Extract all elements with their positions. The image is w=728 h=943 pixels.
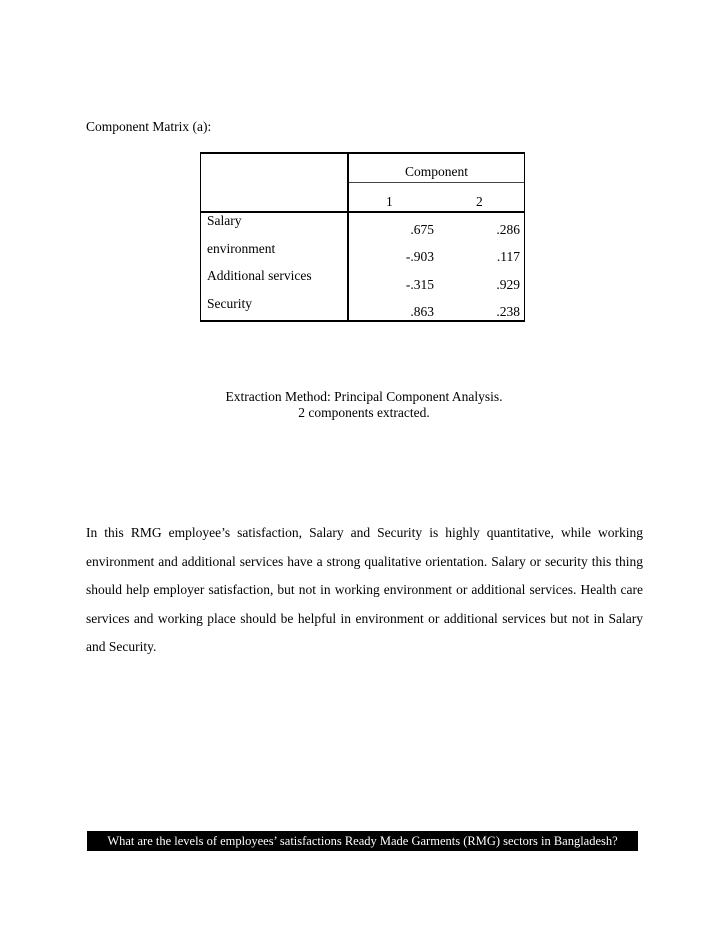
footer-banner: What are the levels of employees’ satisfactions Ready Made Garments (RMG) sectors in Bangladesh?: [87, 831, 638, 851]
component-header: Component: [405, 164, 468, 179]
value-security-c2: .238: [496, 304, 520, 319]
extraction-method-note: Extraction Method: Principal Component Analysis.: [225, 389, 503, 404]
value-additional-services-c2: .929: [496, 277, 520, 292]
value-salary-c2: .286: [496, 222, 520, 237]
header-divider: [349, 182, 524, 183]
value-environment-c1: -.903: [405, 249, 434, 264]
row-label-additional-services: Additional services: [207, 268, 312, 283]
row-label-security: Security: [207, 296, 252, 311]
table-caption: Component Matrix (a):: [86, 119, 212, 134]
header-bottom-rule: [201, 211, 524, 213]
column-header-1: 1: [386, 194, 393, 209]
column-header-2: 2: [476, 194, 483, 209]
body-paragraph: In this RMG employee’s satisfaction, Salary and Security is highly quantitative, while working environment and additional services have a strong qualitative orientation. Salary or security this thing should help employer satisfaction, but not in working environment or additional services. Health care services and working place should be helpful in environment or additional services but not in Salary and Security.: [86, 525, 643, 654]
row-label-environment: environment: [207, 241, 276, 256]
row-label-salary: Salary: [207, 213, 242, 228]
value-environment-c2: .117: [496, 249, 520, 264]
component-matrix-table: [200, 152, 525, 322]
value-additional-services-c1: -.315: [405, 277, 434, 292]
value-salary-c1: .675: [410, 222, 434, 237]
components-extracted-note: 2 components extracted.: [298, 405, 430, 420]
value-security-c1: .863: [410, 304, 434, 319]
